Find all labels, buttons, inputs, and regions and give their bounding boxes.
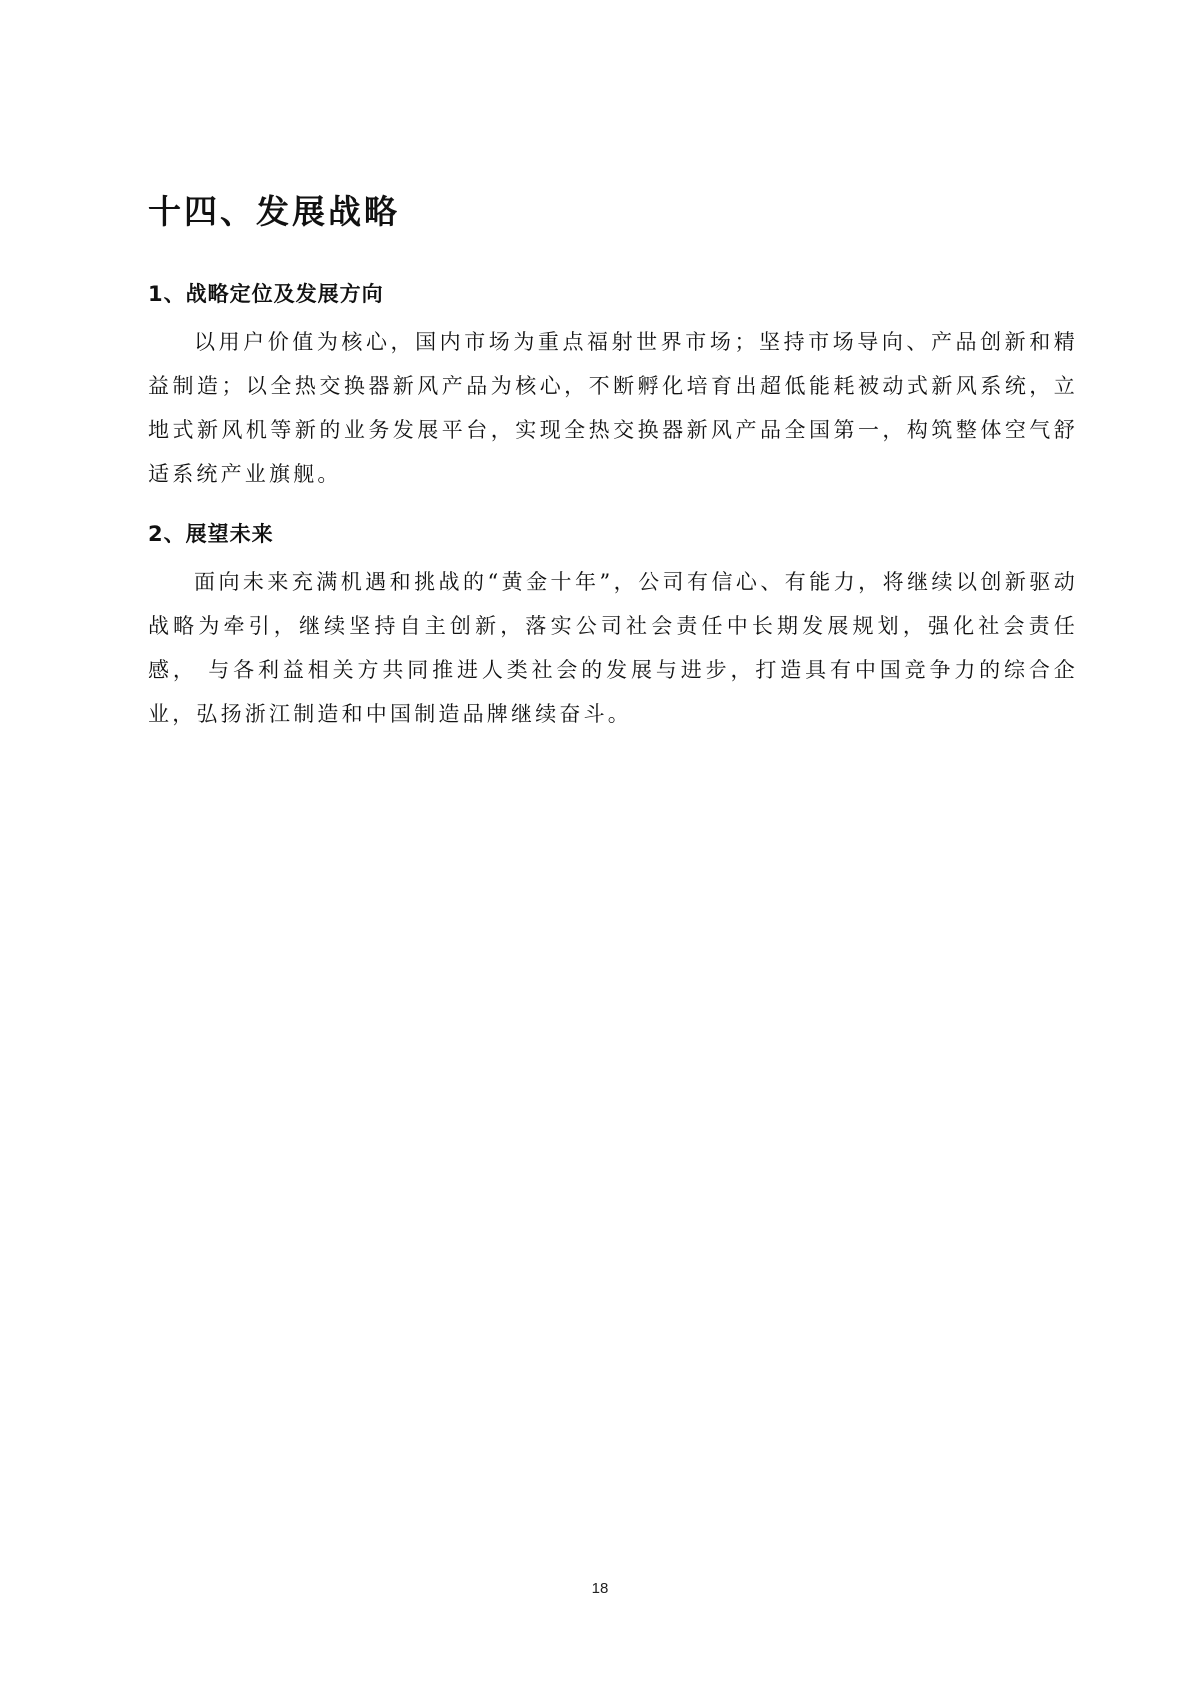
section-heading	[148, 518, 1078, 550]
section-heading	[148, 278, 1078, 310]
section-number: 1	[148, 282, 164, 306]
page-number: 18	[591, 1580, 609, 1597]
section-future-outlook	[148, 518, 1078, 736]
section-number: 2	[148, 522, 164, 546]
section-paragraph: 面向未来充满机遇和挑战的“黄金十年”，公司有信心、有能力，将继续以创新驱动战略为牵引，继续坚持自主创新，落实公司社会责任中长期发展规划，强化社会责任感， 与各利益相关方共同推进人类社会的发展与进步，打造具有中国竞争力的综合企业，弘扬浙江制造和中国制造品牌继续奋斗。	[148, 570, 1078, 726]
section-heading-text: 、展望未来	[163, 521, 274, 546]
section-heading-text: 、战略定位及发展方向	[163, 281, 384, 306]
section-strategy-positioning	[148, 278, 1078, 496]
section-paragraph: 以用户价值为核心，国内市场为重点福射世界市场；坚持市场导向、产品创新和精益制造；以全热交换器新风产品为核心，不断孵化培育出超低能耗被动式新风系统，立地式新风机等新的业务发展平台，实现全热交换器新风产品全国第一，构筑整体空气舒适系统产业旗舰。	[148, 330, 1078, 486]
chapter-title: 十四、发展战略	[148, 192, 400, 231]
